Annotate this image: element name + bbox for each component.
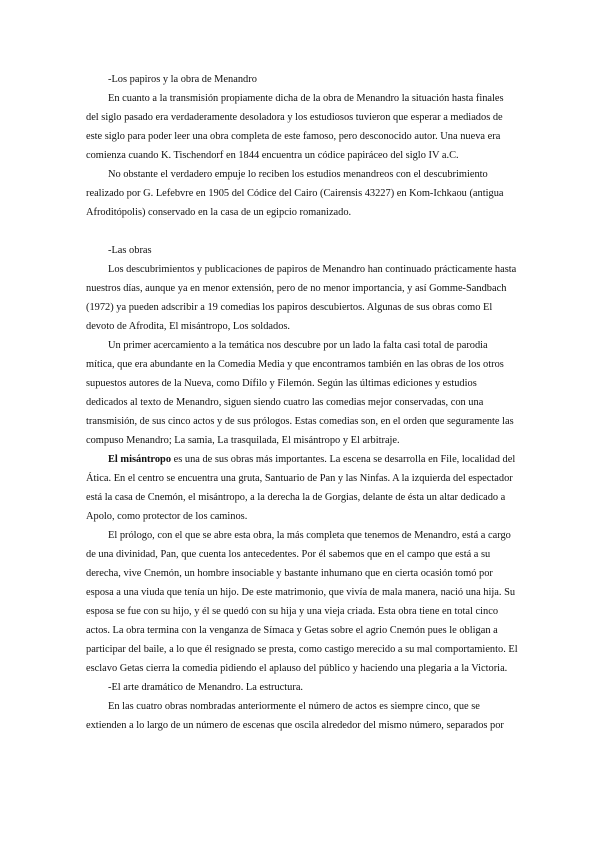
section-heading-papiros: -Los papiros y la obra de Menandro	[108, 74, 257, 85]
paragraph-lefebvre: No obstante el verdadero empuje lo reciben los estudios menandreos con el descubrimiento realizado por G. Lefebvre en 1905 del Códice del Cairo (Cairensis 43227) en Kom-Ichkaou (antigua Afroditópolis) conservado en la casa de un egipcio romanizado.	[86, 169, 504, 218]
paragraph-tematica: Un primer acercamiento a la temática nos descubre por un lado la falta casi total de parodia mítica, que era abundante en la Comedia Media y que encontramos también en las obras de los otros supuestos autores de la Nueva, como Dífilo y Filemón. Según las últimas ediciones y estudios dedicados al texto de Menandro, siguen siendo cuatro las comedias mejor conservadas, con una transmisión, de sus cinco actos y de sus prólogos. Estas comedias son, en el orden que seguramente las compuso Menandro; La samia, La trasquilada, El misántropo y El arbitraje.	[86, 340, 514, 446]
bold-title-misantropo: El misántropo	[108, 454, 172, 465]
paragraph-prologo: El prólogo, con el que se abre esta obra, la más completa que tenemos de Menandro, está a cargo de una divinidad, Pan, que cuenta los antecedentes. Por él sabemos que en el campo que está a su derecha, vive Cnemón, un hombre insociable y bastante inhumano que en cierta ocasión tomó por esposa a una viuda que tenía un hijo. De este matrimonio, que vivía de mala manera, nació una hija. Su esposa se fue con su hijo, y él se quedó con su hija y una vieja criada. Esta obra tiene en total cinco actos. La obra termina con la venganza de Símaca y Getas sobre el agrio Cnemón pues le obligan a participar del baile, a lo que él resignado se presta, como castigo merecido a su mal comportamiento. El esclavo Getas cierra la comedia pidiendo el aplauso del público y haciendo una plegaria a la Victoria.	[86, 530, 518, 674]
paragraph-transmision: En cuanto a la transmisión propiamente dicha de la obra de Menandro la situación hasta finales del siglo pasado era verdaderamente desoladora y los estudiosos tuvieron que esperar a mediados de este siglo para poder leer una obra completa de este famoso, pero desconocido autor. Una nueva era comienza cuando K. Tischendorf en 1844 encuentra un códice papiráceo del siglo IV a.C.	[86, 93, 504, 161]
section-heading-arte-dramatico: -El arte dramático de Menandro. La estructura.	[108, 682, 304, 693]
paragraph-gap	[86, 222, 518, 241]
section-heading-obras: -Las obras	[108, 245, 152, 256]
paragraph-estructura: En las cuatro obras nombradas anteriormente el número de actos es siempre cinco, que se extienden a lo largo de un número de escenas que oscila alrededor del mismo número, separados por	[86, 701, 504, 731]
paragraph-misantropo	[86, 450, 518, 526]
paragraph-descubrimientos: Los descubrimientos y publicaciones de papiros de Menandro han continuado prácticamente hasta nuestros días, aunque ya en menor extensión, pero de no menor importancia, y así Gomme-Sandbach (1972) ya pueden adscribir a 19 comedias los papiros descubiertos. Algunas de sus obras como El devoto de Afrodita, El misántropo, Los soldados.	[86, 264, 517, 332]
paragraph-misantropo-text: es una de sus obras más importantes. La escena se desarrolla en File, localidad del Ática. En el centro se encuentra una gruta, Santuario de Pan y las Ninfas. A la izquierda del espectador está la casa de Cnemón, el misántropo, a la derecha la de Gorgias, delante de ésta un altar dedicado a Apolo, como protector de los caminos.	[86, 454, 516, 522]
